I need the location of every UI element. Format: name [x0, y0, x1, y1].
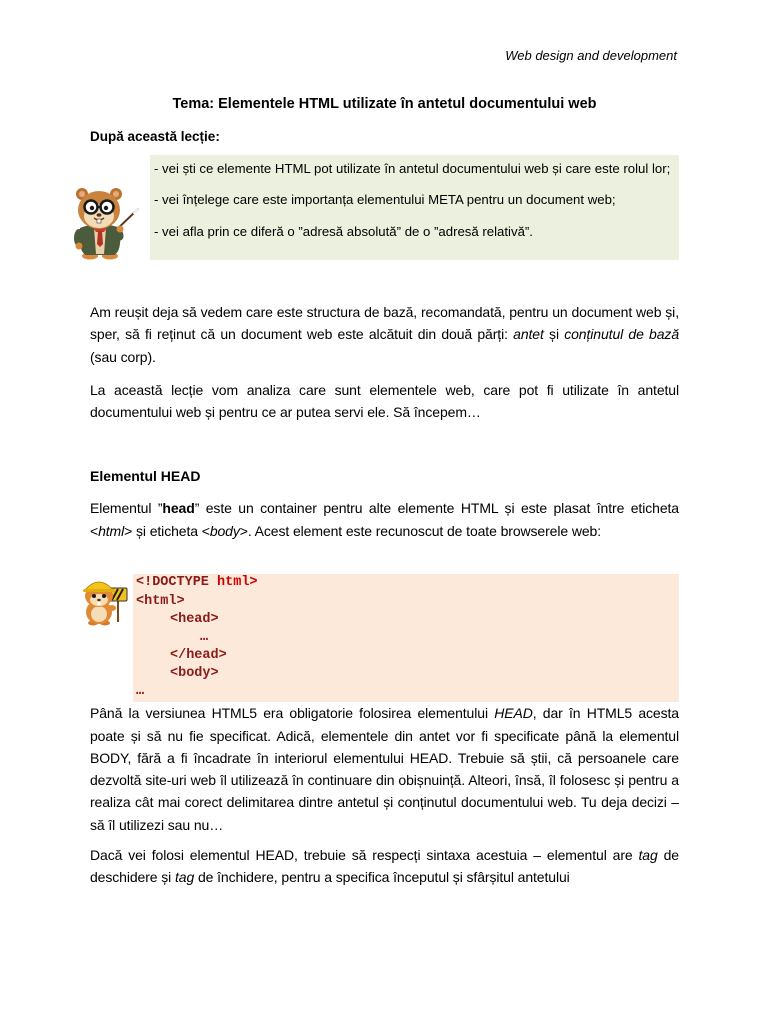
code-line: …: [136, 684, 145, 700]
emphasis-antet: antet: [513, 326, 544, 343]
code-line: <html>: [136, 593, 185, 609]
code-line: </head>: [170, 648, 227, 664]
code-line: …: [200, 629, 209, 645]
code-line: <head>: [170, 611, 219, 627]
lesson-title: Tema: Elementele HTML utilizate în antetul documentului web: [172, 96, 597, 112]
intro-text: (sau corp).: [90, 348, 156, 365]
code-line: <body>: [170, 666, 219, 682]
paragraph-text: Până la versiunea HTML5 era obligatorie folosirea elementului: [90, 705, 495, 722]
emphasis-html: html: [98, 522, 125, 539]
intro-text: Am reușit deja să vedem care este structura de bază, recomandată, pentru un document web și, sper, să fi reținut că un document web este alcătuit din două părți:: [90, 304, 679, 343]
intro-paragraph-2: La această lecție vom analiza care sunt elementele web, care pot fi utilizate în antetul documentului web și pentru ce ar putea servi ele. Să începem…: [90, 381, 679, 421]
emphasis-continutul: conținutul de bază: [564, 326, 680, 343]
paragraph-text: , dar în HTML5 acesta poate și să nu fie specificat. Adică, elementele din antet vor fi specificate până la elementul BODY, fără a fi încadrate în interiorul elementului HEAD. Trebuie să știi, că persoanele care dezvoltă site-uri web îl utilizează în continuare din obișnuință. Alteori, însă, îl folosesc și pentru a realiza cât mai corect delimitarea dintre antetul și conținutul documentului web. Tu deja decizi – să îl utilizezi sau nu…: [90, 705, 679, 833]
paragraph-text: de închidere, pentru a specifica începutul și sfârșitul antetului: [194, 869, 570, 886]
emphasis-tag: tag: [174, 869, 195, 886]
code-doctype-keyword: <!DOCTYPE: [136, 575, 209, 591]
paragraph-text: Elementul ”: [90, 500, 163, 517]
paragraph-text: >. Acest element este recunoscut de toate browserele web:: [239, 522, 602, 539]
code-line-doctype: [136, 574, 679, 592]
objectives-box: [150, 155, 679, 260]
intro-text: și: [543, 326, 565, 343]
running-header: Web design and development: [505, 48, 677, 63]
code-example-section: [90, 574, 679, 701]
head-paragraph-3: [90, 844, 679, 889]
objective-item: - vei afla prin ce diferă o ”adresă absolută” de o ”adresă relativă”.: [154, 223, 533, 239]
paragraph-text: ” este un container pentru alte elemente HTML și este plasat între eticheta <: [90, 500, 679, 539]
emphasis-head: head: [162, 500, 195, 517]
intro-paragraph-1: [90, 301, 679, 368]
paragraph-text: Dacă vei folosi elementul HEAD, trebuie să respecți sintaxa acestuia – elementul are: [90, 847, 639, 864]
paragraph-text: > și eticheta <: [124, 522, 210, 539]
professor-hamster-icon: [68, 182, 140, 260]
content-column: [90, 0, 679, 889]
head-paragraph-1: [90, 497, 679, 564]
emphasis-body: body: [209, 522, 240, 539]
section-heading-head: Elementul HEAD: [90, 468, 201, 485]
objective-item: - vei înțelege care este importanța elementului META pentru un document web;: [154, 192, 616, 207]
code-block: [133, 574, 679, 701]
emphasis-head-element: HEAD: [494, 705, 533, 722]
paragraph-text: de deschidere și: [90, 847, 679, 886]
code-doctype-value: html>: [208, 575, 258, 591]
emphasis-tag: tag: [638, 847, 658, 864]
objectives-heading: După această lecție:: [90, 129, 220, 144]
objectives-section: [90, 155, 679, 260]
builder-hamster-icon: [80, 576, 128, 626]
objective-item: - vei ști ce elemente HTML pot utilizate în antetul documentului web și care este rolul lor;: [154, 160, 671, 176]
head-paragraph-2: [90, 702, 679, 836]
